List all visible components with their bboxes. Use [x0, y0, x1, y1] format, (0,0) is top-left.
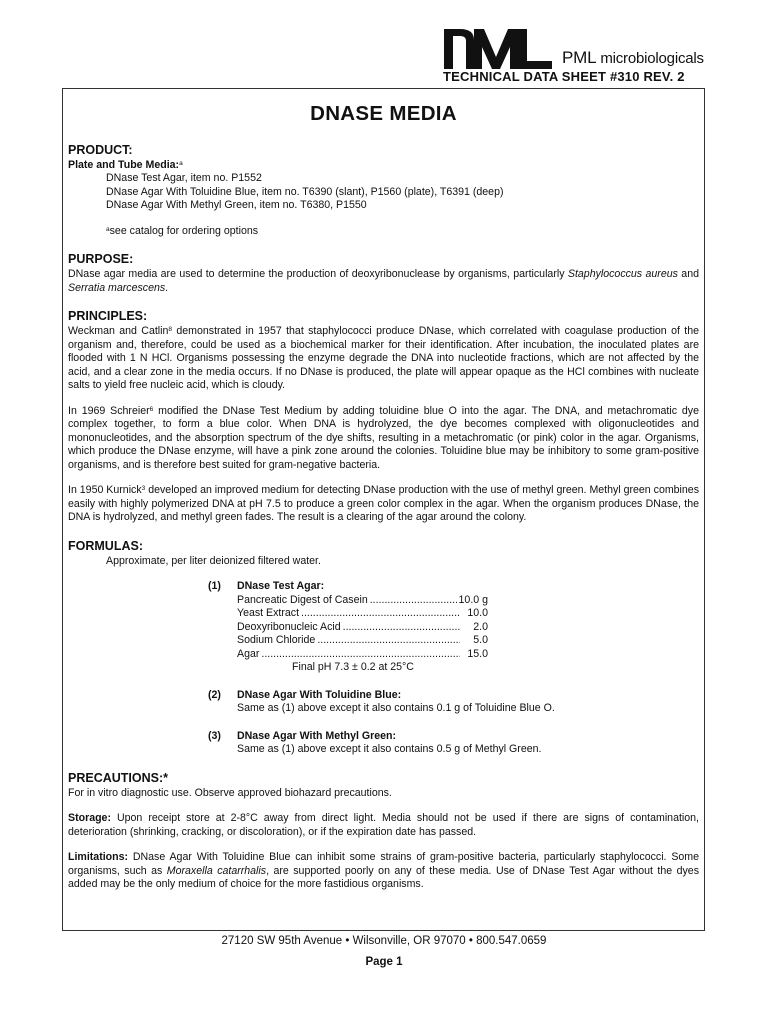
- footer-address: 27120 SW 95th Avenue • Wilsonville, OR 97070 • 800.547.0659: [221, 935, 547, 947]
- product-subheading-line: [68, 159, 699, 173]
- ingredient-name: Agar: [237, 647, 260, 660]
- principles-paragraph-3: [68, 484, 699, 525]
- limitations-text-b: , are supported poorly on any of these media. Use of DNase Test Agar without the dyes added may be the only medium of choice for the more fastidious organisms.: [68, 864, 699, 890]
- product-footnote: [106, 225, 699, 239]
- limitations-text-a: DNase Agar With Toluidine Blue can inhibit some strains of gram-positive bacteria, particularly staphylococci. Some organisms, such as: [68, 851, 699, 877]
- storage-paragraph: [68, 812, 699, 839]
- storage-text: Upon receipt store at 2-8°C away from direct light. Media should not be used if there are signs of contamination, deterioration (shrinking, cracking, or discoloration), or if the expiration date has passed.: [68, 812, 699, 838]
- purpose-text: [68, 268, 699, 295]
- principles-heading: PRINCIPLES:: [68, 309, 148, 323]
- principles-paragraph-1: [68, 325, 699, 393]
- ingredient-amount: 10.0 g: [458, 593, 488, 606]
- purpose-text-c: .: [165, 281, 169, 294]
- p2-reference: 6: [149, 405, 154, 413]
- formula-number: (2): [208, 688, 221, 701]
- organism-staphylococcus: Staphylococcus aureus: [567, 268, 678, 280]
- leader-dots: [343, 621, 460, 635]
- logo-wordmark: [562, 48, 704, 68]
- ingredient-row: [237, 607, 488, 621]
- product-subheading-note: a: [179, 159, 183, 167]
- formula-3: [208, 729, 542, 757]
- storage-label: Storage:: [68, 812, 111, 824]
- ingredient-row: [237, 648, 488, 662]
- product-subheading: Plate and Tube Media:: [68, 158, 180, 171]
- final-ph: Final pH 7.3 ± 0.2 at 25°C: [292, 661, 414, 673]
- product-heading: PRODUCT:: [68, 142, 133, 157]
- ingredient-amount: 5.0: [473, 634, 488, 646]
- formulas-intro: Approximate, per liter deionized filtered water.: [106, 554, 321, 567]
- limitations-label: Limitations:: [68, 851, 129, 863]
- ingredient-row: [237, 634, 488, 648]
- formula-2: [208, 688, 555, 716]
- p1-text-b: demonstrated in 1957 that staphylococci produce DNase, which correlated with coagulase production of the organism and, therefore, could be used as a biochemical marker for their identification. After incubation, the inoculated plates are flooded with 1 N HCl. Organisms possessing the enzyme degrade the DNA into nucleotide fractions, which are not affected by the acid, and a clear zone in the media occurs. If no DNase is produced, the plate will appear opaque as the HCl combines with nucleate salts to yield free nucleic acid, which is cloudy.: [68, 325, 699, 391]
- product-list: [68, 172, 699, 238]
- page-number: Page 1: [365, 956, 403, 968]
- document-header: [0, 0, 768, 90]
- leader-dots: [317, 634, 460, 648]
- p1-text-a: Weckman and Catlin: [68, 325, 169, 337]
- product-item: DNase Test Agar, item no. P1552: [106, 172, 262, 184]
- precautions-text: For in vitro diagnostic use. Observe approved biohazard precautions.: [68, 786, 392, 799]
- purpose-text-a: DNase agar media are used to determine the production of deoxyribonuclease by organisms, particularly: [68, 268, 568, 280]
- precautions-heading: PRECAUTIONS:*: [68, 770, 169, 785]
- leader-dots: [261, 648, 460, 662]
- ingredient-amount: 15.0: [467, 647, 488, 660]
- p2-text-a: In 1969 Schreier: [68, 404, 150, 417]
- page-title: DNASE MEDIA: [310, 102, 457, 125]
- purpose-text-b: and: [677, 268, 699, 280]
- ingredient-amount: 2.0: [473, 620, 488, 633]
- ingredient-name: Sodium Chloride: [237, 634, 316, 646]
- formula-title: DNase Agar With Methyl Green:: [237, 729, 397, 742]
- p2-text-b: modified the DNase Test Medium by adding toluidine blue O into the agar. The DNA, and metachromatic dye complex together, to form a blue color. When DNA is hydrolyzed, the dye becomes complexed with oligonucleotides and mononucleotides, and the absorption spectrum of the dye shifts, resulting in a metachromatic (or pink) color in the agar. Organisms, which produce the DNase enzyme, will have a pink zone around the colonies. Toluidine blue may be inhibitory to some gram-positive organisms, and is therefore best suited for gram-negative bacteria.: [68, 404, 699, 471]
- technical-data-sheet-label: TECHNICAL DATA SHEET #310 REV. 2: [443, 69, 685, 84]
- purpose-heading: PURPOSE:: [68, 252, 134, 266]
- leader-dots: [370, 594, 457, 608]
- formula-title: DNase Agar With Toluidine Blue:: [237, 688, 402, 701]
- p3-text-b: developed an improved medium for detecting DNase production with the use of methyl green. Methyl green combines easily with highly polymerized DNA at pH 7.5 to produce a green color complex in the agar. When the organism produces DNase, the DNA is hydrolyzed, and methyl green fades. The result is a clearing of the agar around the colony.: [68, 484, 699, 523]
- p3-reference: 3: [141, 485, 146, 492]
- product-footnote-text: see catalog for ordering options: [109, 224, 259, 237]
- p3-text-a: In 1950 Kurnick: [68, 484, 142, 496]
- ingredient-row: [237, 594, 488, 608]
- ingredient-name: Yeast Extract: [237, 607, 300, 619]
- product-footnote-mark: a: [106, 225, 110, 233]
- limitations-paragraph: [68, 851, 699, 892]
- product-item: DNase Agar With Toluidine Blue, item no. T6390 (slant), P1560 (plate), T6391 (deep): [106, 185, 504, 198]
- content-frame: [62, 88, 705, 931]
- ingredient-name: Deoxyribonucleic Acid: [237, 620, 341, 633]
- formula-text: Same as (1) above except it also contains 0.1 g of Toluidine Blue O.: [237, 702, 555, 714]
- organism-serratia: Serratia marcescens: [68, 281, 166, 294]
- ingredient-amount: 10.0: [467, 607, 488, 619]
- pml-logo-icon: [444, 27, 554, 69]
- ingredient-row: [237, 621, 488, 635]
- logo-suffix: microbiologicals: [600, 50, 704, 67]
- logo-brand: PML: [562, 48, 597, 67]
- formula-number: (3): [208, 729, 221, 742]
- formula-title: DNase Test Agar:: [237, 580, 325, 592]
- formulas-heading: FORMULAS:: [68, 538, 143, 553]
- formula-1: [208, 580, 508, 675]
- formula-number: (1): [208, 580, 221, 592]
- ingredient-name: Pancreatic Digest of Casein: [237, 593, 368, 606]
- organism-moraxella: Moraxella catarrhalis: [166, 864, 267, 877]
- formula-text: Same as (1) above except it also contains 0.5 g of Methyl Green.: [237, 743, 542, 755]
- leader-dots: [301, 607, 460, 621]
- p1-reference: 8: [168, 326, 173, 333]
- principles-paragraph-2: [68, 405, 699, 473]
- product-item: DNase Agar With Methyl Green, item no. T6380, P1550: [106, 199, 367, 211]
